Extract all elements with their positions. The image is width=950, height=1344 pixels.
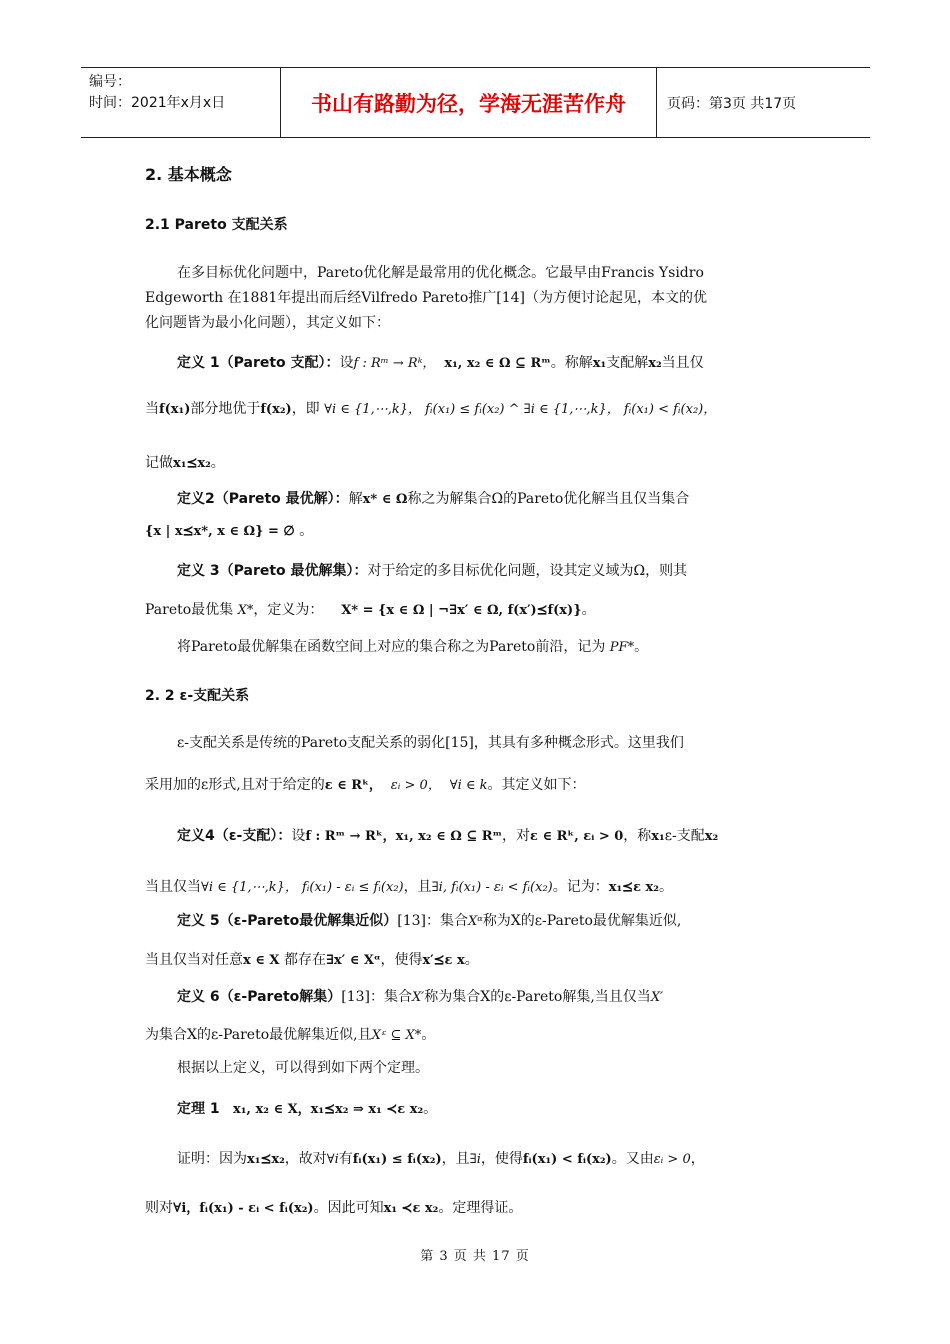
intro-line-2: Edgeworth 在1881年提出而后经Vilfredo Pareto推广[14]（为方便讨论起见，本文的优 [145, 290, 707, 306]
page-footer: 第 3 页 共 17 页 [420, 1249, 530, 1264]
text: 当且仅 [661, 355, 704, 371]
math: fᵢ(x₁) < fᵢ(x₂) [522, 1152, 612, 1167]
def1-line-2 [145, 398, 716, 418]
def1-label: 定义 1（Pareto 支配）： [177, 355, 340, 371]
math: ∃i [469, 1152, 481, 1167]
math: x₁, x₂ ∈ X，x₁⪯x₂ ⇒ x₁ ≺ε x₂ [232, 1102, 424, 1117]
math: x₁⪯x₂ [173, 456, 211, 471]
header-table [81, 67, 870, 138]
text: 部分地优于 [190, 401, 261, 417]
text: ，使得 [480, 1151, 523, 1167]
theorem-1-label: 定理 1 [177, 1101, 220, 1117]
text: 对于给定的多目标优化问题，设其定义域为Ω，则其 [367, 563, 688, 579]
math: ∀i [326, 1152, 339, 1167]
def1-line-3 [145, 452, 225, 472]
motto: 书山有路勤为径，学海无涯苦作舟 [281, 68, 657, 137]
text: ，使得 [380, 952, 423, 968]
text: 有 [338, 1151, 353, 1167]
math: Xᵅ [468, 914, 483, 929]
subsection-title-1: 2.1 Pareto 支配关系 [145, 217, 288, 233]
math: ∃i, fᵢ(x₁) - εᵢ < fᵢ(x₂) [431, 880, 553, 895]
math: x′⪯ε x [422, 953, 465, 968]
theorem-1 [177, 1098, 437, 1118]
text: 。 [581, 602, 596, 618]
text: 。又由 [611, 1151, 654, 1167]
def3-label: 定义 3（Pareto 最优解集）： [177, 563, 368, 579]
math: f(x₁) [159, 402, 191, 417]
math: f : Rᵐ → Rᵏ，x₁, x₂ ∈ Ω ⊆ Rᵐ [305, 829, 503, 844]
math: fᵢ(x₁) ≤ fᵢ(x₂) [352, 1152, 442, 1167]
def2-line-2 [145, 520, 313, 540]
def5-line-1 [177, 910, 681, 930]
math: X* [237, 603, 254, 618]
text: 都存在 [283, 952, 326, 968]
def6-label: 定义 6（ε-Pareto解集） [177, 989, 342, 1005]
text: 。因此可知 [313, 1200, 384, 1216]
text: ，对 [502, 828, 531, 844]
eps-intro-line-1: ε-支配关系是传统的Pareto支配关系的弱化[15]，其具有多种概念形式。这里我们 [177, 735, 684, 751]
text: ，且 [403, 879, 432, 895]
text: 。 [421, 1027, 436, 1043]
intro-line-3: 化问题皆为最小化问题），其定义如下： [145, 315, 390, 331]
text: [13]：集合 [397, 913, 469, 929]
def4-label: 定义4（ε-支配）： [177, 828, 292, 844]
math: x₂ [704, 829, 719, 844]
text: 证明：因为 [177, 1151, 247, 1167]
text: 将Pareto最优解集在函数空间上对应的集合称之为Pareto前沿，记为 [177, 639, 606, 655]
text: 采用加的ε形式,且对于给定的 [145, 777, 325, 793]
text: 当且仅当 [145, 879, 201, 895]
def6-line-2 [145, 1024, 435, 1044]
text: ，即 [291, 401, 320, 417]
math: Xᵋ ⊆ X* [371, 1028, 422, 1043]
header-left-cell [81, 68, 281, 137]
math: ∀i ∈ k [449, 778, 488, 793]
subsection-title-2: 2. 2 ε-支配关系 [145, 688, 250, 704]
math: x* ∈ Ω [362, 492, 408, 507]
text: 。 [423, 1101, 438, 1117]
math: X′ [412, 990, 425, 1005]
math: X′ [650, 990, 664, 1005]
text: 。 [299, 523, 314, 539]
text: 。 [464, 952, 479, 968]
math: x₁ [651, 829, 665, 844]
text: 则对 [145, 1200, 173, 1216]
math: x₁, x₂ ∈ Ω ⊆ Rᵐ [444, 356, 551, 371]
text: ，故对 [284, 1151, 327, 1167]
def2-line-1 [177, 488, 689, 508]
math: x₁⪯ε x₂ [608, 880, 659, 895]
math: {x | x⪯x*, x ∈ Ω} = ∅ [145, 524, 295, 539]
proof-line-2 [145, 1197, 522, 1217]
def3-line-1 [177, 560, 687, 580]
text: 支配解 [606, 355, 649, 371]
text: 。其定义如下： [487, 777, 586, 793]
text: 称之为解集合Ω的Pareto优化解当且仅当集合 [407, 491, 690, 507]
math: f(x₂) [260, 402, 292, 417]
text: 。 [634, 639, 649, 655]
def5-label: 定义 5（ε-Pareto最优解集近似） [177, 913, 398, 929]
section-title: 2. 基本概念 [145, 165, 232, 184]
text: 。 [658, 879, 673, 895]
def2-label: 定义2（Pareto 最优解）： [177, 491, 349, 507]
page-info: 页码：第3页 共17页 [667, 95, 797, 112]
def3-line-2 [145, 599, 596, 619]
math: ∀i ∈ {1,⋯,k}， fᵢ(x₁) - εᵢ ≤ fᵢ(x₂) [201, 880, 404, 895]
text: [13]：集合 [341, 989, 413, 1005]
proof-line-1 [177, 1148, 705, 1168]
math: x₁ ≺ε x₂ [383, 1201, 439, 1216]
text: 当 [145, 401, 159, 417]
text: ，定义为： [253, 602, 324, 618]
text: ，称 [623, 828, 652, 844]
math: PF* [609, 640, 635, 655]
theorem-intro: 根据以上定义，可以得到如下两个定理。 [177, 1060, 429, 1076]
text: 。称解 [550, 355, 593, 371]
text: 称为集合X的ε-Pareto解集,当且仅当 [424, 989, 651, 1005]
number-label: 编号： [89, 74, 131, 90]
eps-intro-line-2 [145, 774, 586, 794]
text: 。记为： [552, 879, 609, 895]
math: ∀i ∈ {1,⋯,k}， fᵢ(x₁) ≤ fᵢ(x₂) ^ ∃i ∈ {1,⋯,k}， fᵢ(x₁) < fᵢ(x₂)， [324, 402, 717, 417]
def4-line-2 [145, 876, 673, 896]
math: x₁⪯x₂ [247, 1152, 285, 1167]
math: x₂ [648, 356, 662, 371]
def1-line-1 [177, 352, 704, 372]
text: 称为X的ε-Pareto最优解集近似, [482, 913, 682, 929]
text: 解 [348, 491, 363, 507]
def6-line-1 [177, 986, 663, 1006]
intro-line-1: 在多目标优化问题中，Pareto优化解是最常用的优化概念。它最早由Francis Ysidro [177, 265, 704, 281]
pareto-front-line [177, 636, 648, 656]
math: f : Rᵐ → Rᵏ， [353, 356, 436, 371]
text: 当且仅当对任意 [145, 952, 243, 968]
text: 设 [291, 828, 306, 844]
math: ∀i，fᵢ(x₁) - εᵢ < fᵢ(x₂) [173, 1201, 314, 1216]
def5-line-2 [145, 949, 479, 969]
math: ε ∈ Rᵏ， [324, 778, 382, 793]
text: 设 [339, 355, 354, 371]
text: ε-支配 [664, 828, 705, 844]
def4-line-1 [177, 825, 718, 845]
math: ε ∈ Rᵏ, εᵢ > 0 [530, 829, 624, 844]
time-label: 时间：2021年x月x日 [89, 95, 226, 111]
math: x ∈ X [243, 953, 280, 968]
text: 为集合X的ε-Pareto最优解集近似,且 [145, 1027, 372, 1043]
math: x₁ [592, 356, 607, 371]
math: εᵢ > 0， [390, 778, 441, 793]
text: 记做 [145, 455, 173, 471]
math: ∃x′ ∈ Xᵅ [325, 953, 381, 968]
text: 。 [210, 455, 225, 471]
text: ，且 [441, 1151, 470, 1167]
math: X* = {x ∈ Ω | ¬∃x′ ∈ Ω, f(x′)⪯f(x)} [341, 603, 582, 618]
math: εᵢ > 0 [653, 1152, 691, 1167]
text: Pareto最优集 [145, 602, 234, 618]
text: 。定理得证。 [438, 1200, 523, 1216]
text: ， [690, 1151, 705, 1167]
